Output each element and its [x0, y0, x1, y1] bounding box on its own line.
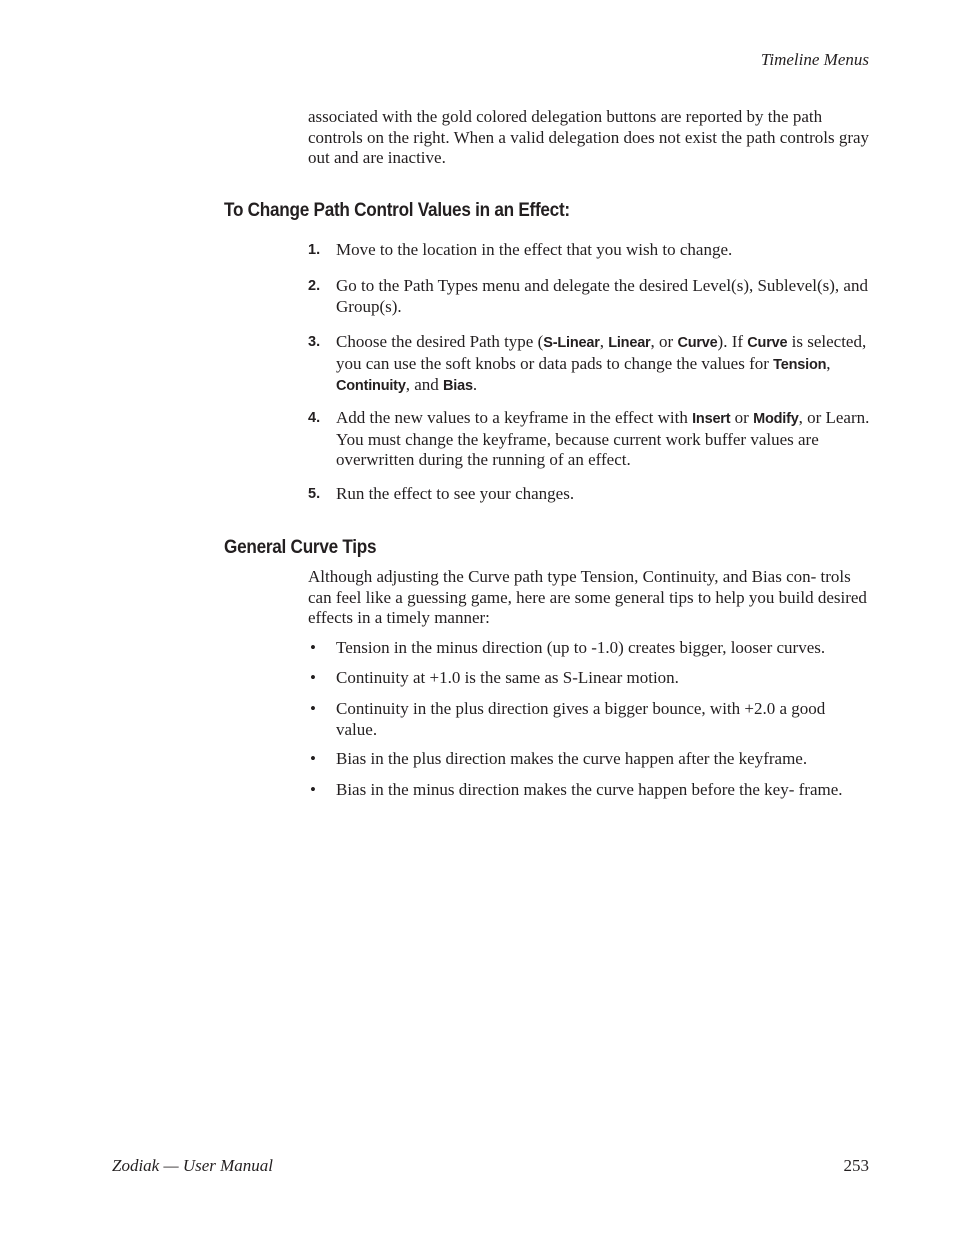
running-header: Timeline Menus: [760, 50, 869, 69]
tension-control: Tension: [773, 356, 827, 373]
tips-heading: General Curve Tips: [224, 536, 377, 558]
bullet-icon: •: [310, 780, 316, 799]
bullet-icon: •: [310, 749, 316, 768]
step-number: 5.: [308, 486, 321, 502]
step-text: Choose the desired Path type (S-Linear, Linear, or Curve). If Curve is selected, you can use the soft knobs or data pads to change the values for Tension, Continuity, and Bias.: [336, 332, 867, 394]
procedure-step: [308, 276, 870, 317]
bullet-icon: •: [310, 699, 316, 718]
intro-paragraph: associated with the gold colored delegation buttons are reported by the path controls on the right. When a valid delegation does not exist the path controls gray out and are inactive.: [308, 107, 870, 167]
insert-button-label: Insert: [692, 411, 731, 427]
bullet-icon: •: [310, 668, 316, 687]
list-item: [308, 749, 870, 770]
step-number: 1.: [308, 242, 321, 258]
footer-manual-title: Zodiak — User Manual: [112, 1156, 274, 1175]
step-text: Go to the Path Types menu and delegate the desired Level(s), Sublevel(s), and Group(s).: [336, 276, 868, 316]
list-item: [308, 699, 870, 740]
step-number: 4.: [308, 410, 321, 426]
procedure-heading: To Change Path Control Values in an Effect:: [224, 199, 570, 221]
step-text: Add the new values to a keyframe in the effect with Insert or Modify, or Learn. You must change the keyframe, because current work buffer values are overwritten during the running of an effect.: [336, 408, 870, 469]
list-item: [308, 638, 870, 659]
list-item-text: Continuity at +1.0 is the same as S-Linear motion.: [336, 668, 679, 687]
list-item: [308, 668, 870, 689]
step-number: 3.: [308, 334, 321, 350]
path-type-curve: Curve: [747, 335, 788, 351]
list-item: [308, 780, 870, 801]
list-item-text: Bias in the minus direction makes the curve happen before the key- frame.: [336, 780, 843, 799]
page-number: 253: [843, 1156, 869, 1175]
procedure-step: [308, 408, 870, 471]
list-item-text: Tension in the minus direction (up to -1.0) creates bigger, looser curves.: [336, 638, 826, 657]
list-item-text: Bias in the plus direction makes the curve happen after the keyframe.: [336, 749, 808, 768]
bullet-icon: •: [310, 638, 316, 657]
modify-button-label: Modify: [753, 411, 799, 427]
procedure-step: [308, 240, 870, 261]
path-type-s-linear: S-Linear: [543, 335, 600, 351]
step-text: Move to the location in the effect that you wish to change.: [336, 240, 733, 259]
tips-intro-paragraph: Although adjusting the Curve path type Tension, Continuity, and Bias con- trols can feel like a guessing game, here are some general tips to help you build desired effects in a timely manner:: [308, 567, 867, 627]
continuity-control: Continuity: [336, 378, 406, 394]
procedure-step: [308, 484, 870, 505]
step-number: 2.: [308, 278, 321, 294]
bias-control: Bias: [442, 378, 473, 394]
list-item-text: Continuity in the plus direction gives a bigger bounce, with +2.0 a good value.: [336, 699, 826, 739]
path-type-linear: Linear: [608, 335, 651, 351]
step-text: Run the effect to see your changes.: [336, 484, 575, 503]
procedure-step: [308, 332, 870, 397]
path-type-curve: Curve: [677, 335, 718, 351]
